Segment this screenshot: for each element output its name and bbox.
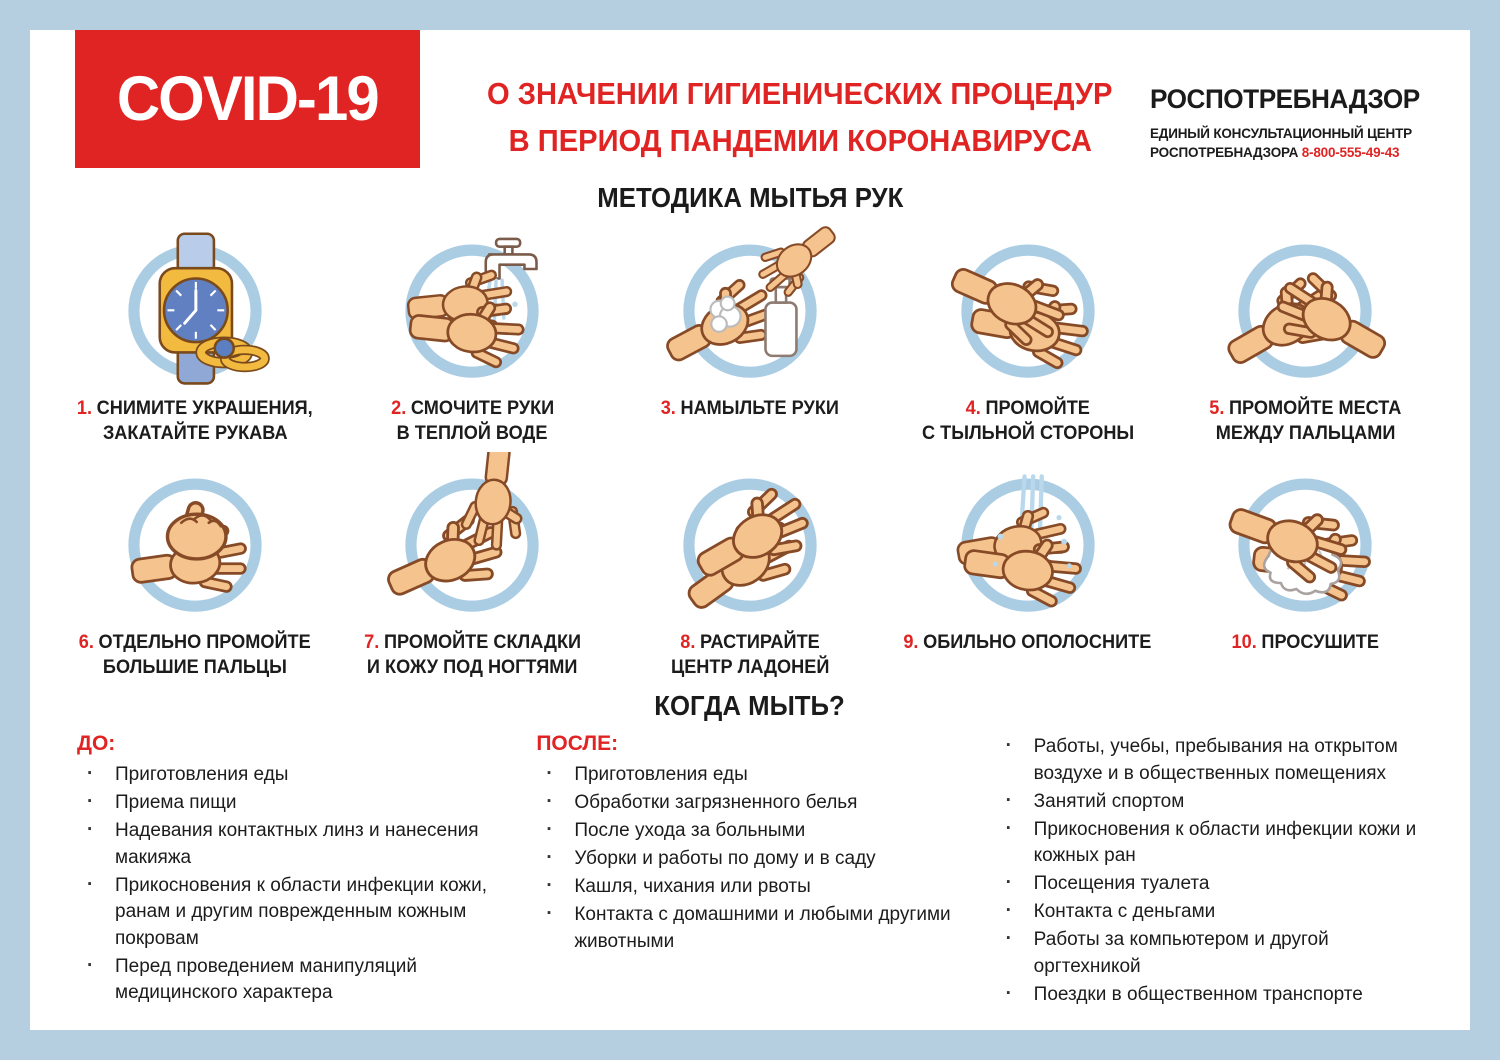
step-2-caption: 2. СМОЧИТЕ РУКИ В ТЕПЛОЙ ВОДЕ (390, 397, 554, 444)
list-item: · Контакта с деньгами (994, 899, 1425, 926)
step-8 (611, 452, 889, 682)
wash-back-of-hands-icon (942, 218, 1114, 394)
step-5 (1166, 218, 1444, 448)
covid-19-badge (75, 30, 420, 168)
step-3 (611, 218, 889, 448)
list-item: · Приготовления еды (534, 762, 965, 789)
brand-sub-line-1: ЕДИНЫЙ КОНСУЛЬТАЦИОННЫЙ ЦЕНТР (1150, 126, 1412, 141)
wash-thumbs-icon (109, 452, 281, 628)
step-9 (889, 452, 1167, 682)
title-line-1: О ЗНАЧЕНИИ ГИГИЕНИЧЕСКИХ ПРОЦЕДУР (487, 76, 1113, 111)
poster-title (430, 70, 1170, 164)
poster (30, 30, 1470, 1030)
after-column (534, 732, 965, 1010)
before-header: ДО: (77, 732, 116, 755)
title-line-2: В ПЕРИОД ПАНДЕМИИ КОРОНАВИРУСА (508, 123, 1092, 158)
step-7-caption: 7. ПРОМОЙТЕ СКЛАДКИ И КОЖУ ПОД НОГТЯМИ (363, 631, 581, 678)
hotline-phone-number: 8-800-555-49-43 (1301, 145, 1400, 160)
handwashing-steps (30, 214, 1470, 682)
before-column (75, 732, 506, 1010)
list-item: · Занятий спортом (994, 789, 1425, 816)
step-10 (1166, 452, 1444, 682)
brand-name: РОСПОТРЕБНАДЗОР (1150, 84, 1420, 114)
list-item: · Надевания контактных линз и нанесения макияжа (75, 818, 506, 871)
step-8-caption: 8. РАСТИРАЙТЕ ЦЕНТР ЛАДОНЕЙ (670, 631, 830, 678)
header (30, 30, 1470, 182)
brand-sub-line-2: РОСПОТРЕБНАДЗОРА 8-800-555-49-43 (1150, 145, 1400, 160)
rospotrebnadzor-brand (1150, 84, 1428, 162)
watch-and-rings-icon (109, 218, 281, 394)
list-item: · Прикосновения к области инфекции кожи и кожных ран (994, 817, 1425, 870)
before-list (75, 762, 506, 1007)
when-to-wash-lists (30, 722, 1470, 1010)
step-2 (334, 218, 612, 448)
step-6-caption: 6. ОТДЕЛЬНО ПРОМОЙТЕ БОЛЬШИЕ ПАЛЬЦЫ (78, 631, 311, 678)
wash-between-fingers-icon (1219, 218, 1391, 394)
step-9-caption: 9. ОБИЛЬНО ОПОЛОСНИТЕ (903, 631, 1152, 653)
step-6 (56, 452, 334, 682)
list-item: · Посещения туалета (994, 871, 1425, 898)
after-continued-column (994, 732, 1425, 1010)
when-heading: КОГДА МЫТЬ? (654, 690, 846, 721)
list-item: · Уборки и работы по дому и в саду (534, 846, 965, 873)
soap-dispenser-hands-icon (664, 218, 836, 394)
brand-subtitle (1150, 124, 1428, 162)
list-item: · Приема пищи (75, 790, 506, 817)
list-item: · Прикосновения к области инфекции кожи, ранам и другим поврежденным кожным покровам (75, 873, 506, 953)
list-item: · Приготовления еды (75, 762, 506, 789)
dry-hands-towel-icon (1219, 452, 1391, 628)
step-5-caption: 5. ПРОМОЙТЕ МЕСТА МЕЖДУ ПАЛЬЦАМИ (1209, 397, 1402, 444)
list-item: · После ухода за больными (534, 818, 965, 845)
list-item: · Поездки в общественном транспорте (994, 982, 1425, 1009)
step-4-caption: 4. ПРОМОЙТЕ С ТЫЛЬНОЙ СТОРОНЫ (921, 397, 1134, 444)
after-list (534, 762, 965, 955)
covid-19-label: COVID-19 (117, 64, 378, 134)
method-heading: МЕТОДИКА МЫТЬЯ РУК (596, 182, 903, 213)
list-item: · Работы, учебы, пребывания на открытом воздухе и в общественных помещениях (994, 734, 1425, 787)
step-1-caption: 1. СНИМИТЕ УКРАШЕНИЯ, ЗАКАТАЙТЕ РУКАВА (76, 397, 313, 444)
hands-under-faucet-icon (386, 218, 558, 394)
list-item: · Контакта с домашними и любыми другими животными (534, 902, 965, 955)
list-item: · Кашля, чихания или рвоты (534, 874, 965, 901)
list-item: · Работы за компьютером и другой оргтехникой (994, 927, 1425, 980)
step-7 (334, 452, 612, 682)
list-item: · Перед проведением манипуляций медицинского характера (75, 954, 506, 1007)
rinse-hands-icon (942, 452, 1114, 628)
wash-folds-and-nails-icon (386, 452, 558, 628)
list-item: · Обработки загрязненного белья (534, 790, 965, 817)
step-10-caption: 10. ПРОСУШИТЕ (1231, 631, 1379, 653)
step-1 (56, 218, 334, 448)
after-header: ПОСЛЕ: (536, 732, 619, 755)
step-4 (889, 218, 1167, 448)
after-continued-list (994, 734, 1425, 1008)
rub-palm-centers-icon (664, 452, 836, 628)
step-3-caption: 3. НАМЫЛЬТЕ РУКИ (660, 397, 840, 419)
